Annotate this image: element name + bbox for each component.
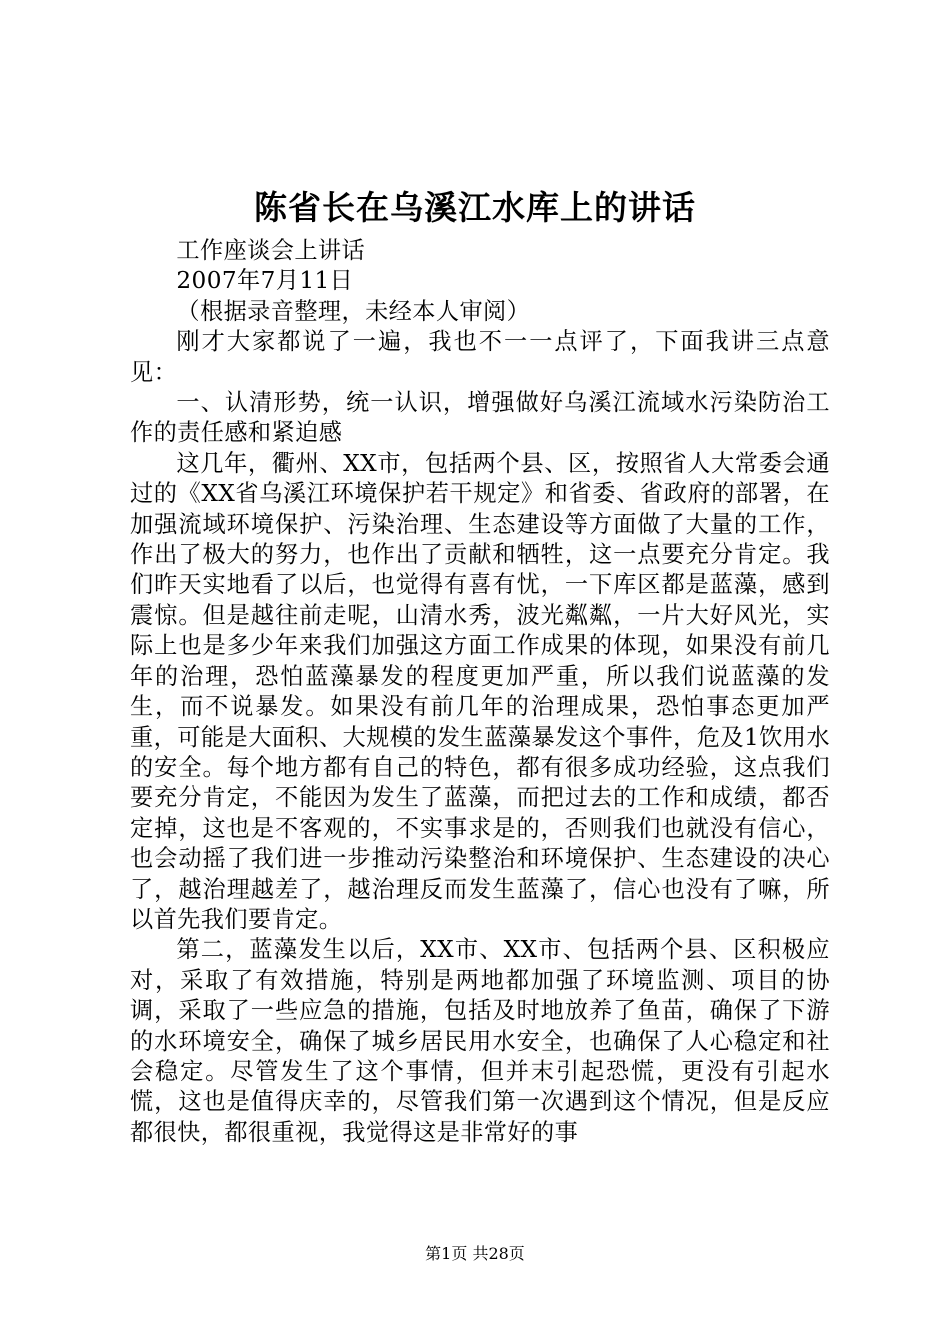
document-body [130, 236, 830, 1148]
paragraph-intro: 刚才大家都说了一遍，我也不一一点评了，下面我讲三点意见： [130, 328, 830, 386]
paragraph-body-2: 第二，蓝藻发生以后，XX市、XX市、包括两个县、区积极应对，采取了有效措施，特别是两地都加强了环境监测、项目的协调，采取了一些应急的措施，包括及时地放养了鱼苗，确保了下游的水环境安全，确保了城乡居民用水安全，也确保了人心稳定和社会稳定。尽管发生了这个事情，但并末引起恐慌，更没有引起水慌，这也是值得庆幸的，尽管我们第一次遇到这个情况，但是反应都很快，都很重视，我觉得这是非常好的事 [130, 936, 830, 1146]
paragraph-subtitle: 工作座谈会上讲话 [176, 237, 366, 264]
paragraph-note: （根据录音整理，未经本人审阅） [176, 297, 531, 325]
paragraph-body-1: 这几年，衢州、XX市，包括两个县、区，按照省人大常委会通过的《XX省乌溪江环境保护若干规定》和省委、省政府的部署，在加强流域环境保护、污染治理、生态建设等方面做了大量的工作，作出了极大的努力，也作出了贡献和牺牲，这一点要充分肯定。我们昨天实地看了以后，也觉得有喜有忧，一下库区都是蓝藻，感到震惊。但是越往前走呢，山清水秀，波光粼粼，一片大好风光，实际上也是多少年来我们加强这方面工作成果的体现，如果没有前几年的治理，恐怕蓝藻暴发的程度更加严重，所以我们说蓝藻的发生，而不说暴发。如果没有前几年的治理成果，恐怕事态更加严重，可能是大面积、大规模的发生蓝藻暴发这个事件，危及1饮用水的安全。每个地方都有自己的特色，都有很多成功经验，这点我们要充分肯定，不能因为发生了蓝藻，而把过去的工作和成绩，都否定掉，这也是不客观的，不实事求是的，否则我们也就没有信心，也会动摇了我们进一步推动污染整治和环境保护、生态建设的决心了，越治理越差了，越治理反而发生蓝藻了，信心也没有了嘛，所以首先我们要肯定。 [130, 449, 830, 933]
paragraph-date: 2007年7月11日 [176, 267, 354, 295]
page-number-footer: 第1页 共28页 [425, 1244, 525, 1263]
paragraph-heading-1: 一、认清形势，统一认识，增强做好乌溪江流域水污染防治工作的责任感和紧迫感 [130, 389, 830, 447]
document-title: 陈省长在乌溪江水库上的讲话 [254, 188, 696, 227]
